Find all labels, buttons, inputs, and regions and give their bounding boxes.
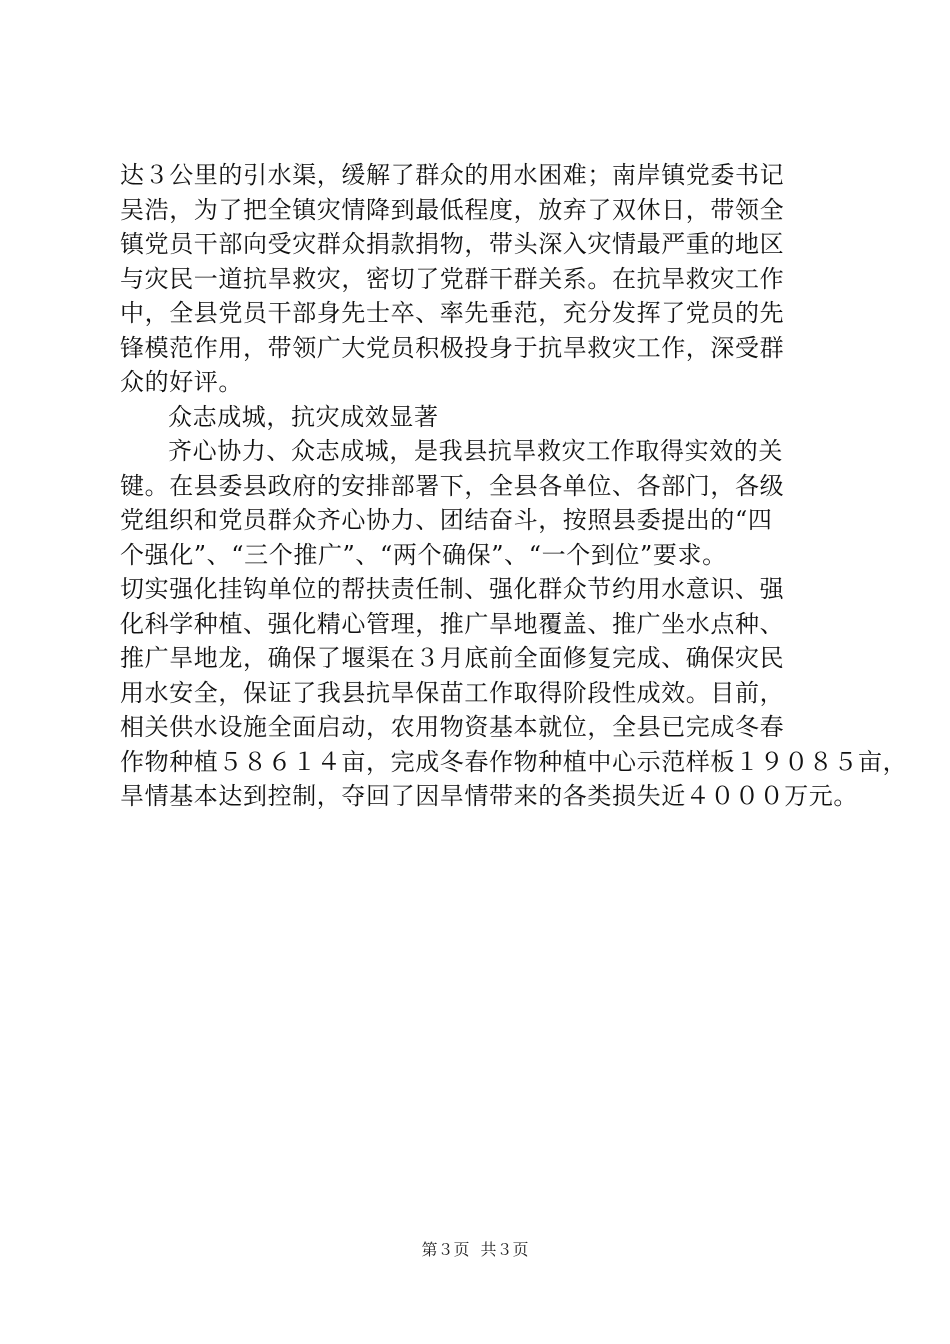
text-line: 齐心协力、众志成城，是我县抗旱救灾工作取得实效的关 xyxy=(168,437,783,465)
document-body xyxy=(120,158,908,814)
text-line: 相关供水设施全面启动，农用物资基本就位，全县已完成冬春 xyxy=(120,713,785,741)
text-line: 党组织和党员群众齐心协力、团结奋斗，按照县委提出的“四 xyxy=(120,506,773,534)
text-line: 吴浩，为了把全镇灾情降到最低程度，放弃了双休日，带领全 xyxy=(120,195,785,224)
text-line: 用水安全，保证了我县抗旱保苗工作取得阶段性成效。目前， xyxy=(120,678,785,707)
text-line: 键。在县委县政府的安排部署下，全县各单位、各部门，各级 xyxy=(120,471,785,500)
text-line: 旱情基本达到控制，夺回了因旱情带来的各类损失近４０００万元。 xyxy=(120,782,858,810)
text-line: 镇党员干部向受灾群众捐款捐物，带头深入灾情最严重的地区 xyxy=(120,230,785,258)
section-heading: 众志成城，抗灾成效显著 xyxy=(168,402,439,431)
text-line: 众的好评。 xyxy=(120,368,243,396)
text-line: 达３公里的引水渠，缓解了群众的用水困难；南岸镇党委书记 xyxy=(120,161,785,189)
text-line: 个强化”、“三个推广”、“两个确保”、“一个到位”要求。 xyxy=(120,540,727,569)
text-line: 锋模范作用，带领广大党员积极投身于抗旱救灾工作，深受群 xyxy=(120,333,785,362)
text-line: 切实强化挂钩单位的帮扶责任制、强化群众节约用水意识、强 xyxy=(120,575,785,603)
text-line: 与灾民一道抗旱救灾，密切了党群干群关系。在抗旱救灾工作 xyxy=(120,264,785,293)
text-line: 中，全县党员干部身先士卒、率先垂范，充分发挥了党员的先 xyxy=(120,299,785,327)
paragraph-2 xyxy=(120,434,908,814)
paragraph-1 xyxy=(120,158,840,400)
text-line: 推广旱地龙，确保了堰渠在３月底前全面修复完成、确保灾民 xyxy=(120,644,785,672)
text-line: 作物种植５８６１４亩，完成冬春作物种植中心示范样板１９０８５亩， xyxy=(120,747,908,776)
text-line: 化科学种植、强化精心管理，推广旱地覆盖、推广坐水点种、 xyxy=(120,609,785,638)
page-number: 第３页 xyxy=(421,1240,470,1259)
page-total: 共３页 xyxy=(480,1240,529,1259)
page-footer xyxy=(0,1240,950,1260)
